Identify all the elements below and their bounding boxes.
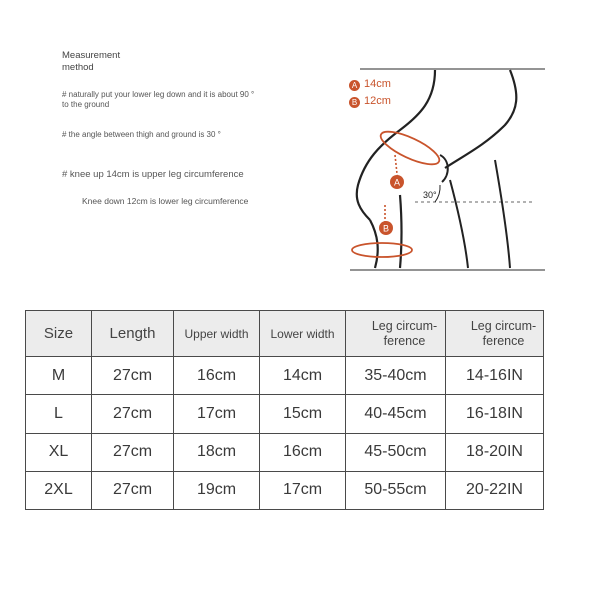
cell-size: L <box>26 395 92 433</box>
knee-cap-outline <box>440 155 448 182</box>
legend-a-text: 14cm <box>364 78 391 90</box>
cell-length: 27cm <box>92 471 174 509</box>
note-thigh-angle: # the angle between thigh and ground is 30 ° <box>62 130 221 139</box>
legend-a-badge: A <box>349 80 360 91</box>
shin-outline <box>400 195 402 268</box>
header-leg-circumference-cm <box>346 311 446 357</box>
marker-b-label: B <box>382 223 390 234</box>
cell-length: 27cm <box>92 395 174 433</box>
note-lower-circumference: Knee down 12cm is lower leg circumference <box>82 196 249 206</box>
header-leg-circ-in-line-1: Leg circum- <box>470 318 537 333</box>
cell-circumference-in: 18-20IN <box>446 433 544 471</box>
cell-lower-width: 17cm <box>260 471 346 509</box>
header-lower-width: Lower width <box>260 311 346 357</box>
cell-lower-width: 14cm <box>260 357 346 395</box>
table-row <box>26 471 544 509</box>
table-row <box>26 433 544 471</box>
thigh-front-outline <box>445 70 516 168</box>
header-leg-circ-cm-line-1: Leg circum- <box>371 318 438 333</box>
angle-label: 30° <box>423 190 437 200</box>
cell-circumference-cm: 50-55cm <box>346 471 446 509</box>
heading-line-2: method <box>62 62 94 73</box>
legend-b-text: 12cm <box>364 95 391 107</box>
table-header-row <box>26 311 544 357</box>
header-size: Size <box>26 311 92 357</box>
cell-circumference-in: 20-22IN <box>446 471 544 509</box>
cell-upper-width: 17cm <box>174 395 260 433</box>
leg-measurement-diagram <box>340 60 550 275</box>
cell-upper-width: 18cm <box>174 433 260 471</box>
cell-size: 2XL <box>26 471 92 509</box>
cell-circumference-cm: 45-50cm <box>346 433 446 471</box>
cell-circumference-cm: 35-40cm <box>346 357 446 395</box>
cell-circumference-cm: 40-45cm <box>346 395 446 433</box>
cell-length: 27cm <box>92 433 174 471</box>
measurement-heading <box>62 50 120 74</box>
note-lower-leg <box>62 90 254 110</box>
second-leg-front <box>495 160 510 268</box>
cell-upper-width: 16cm <box>174 357 260 395</box>
cell-length: 27cm <box>92 357 174 395</box>
note-upper-circumference: # knee up 14cm is upper leg circumference <box>62 169 244 180</box>
cell-size: M <box>26 357 92 395</box>
second-leg-back <box>450 180 468 268</box>
note-lower-leg-line-1: # naturally put your lower leg down and it is about 90 ° <box>62 90 255 99</box>
heading-line-1: Measurement <box>62 50 121 61</box>
table-row <box>26 395 544 433</box>
header-leg-circ-in-line-2: ference <box>482 333 525 348</box>
header-leg-circ-cm-line-2: ference <box>383 333 426 348</box>
header-length: Length <box>92 311 174 357</box>
lower-circumference-ring <box>352 243 412 257</box>
legend-b-badge: B <box>349 97 360 108</box>
cell-lower-width: 16cm <box>260 433 346 471</box>
upper-circumference-ring <box>377 125 443 170</box>
header-upper-width: Upper width <box>174 311 260 357</box>
cell-upper-width: 19cm <box>174 471 260 509</box>
size-chart-table <box>25 310 544 510</box>
table-row <box>26 357 544 395</box>
cell-circumference-in: 16-18IN <box>446 395 544 433</box>
marker-a-label: A <box>393 177 401 188</box>
header-leg-circumference-in <box>446 311 544 357</box>
cell-circumference-in: 14-16IN <box>446 357 544 395</box>
note-lower-leg-line-2: to the ground <box>62 100 110 109</box>
cell-lower-width: 15cm <box>260 395 346 433</box>
cell-size: XL <box>26 433 92 471</box>
